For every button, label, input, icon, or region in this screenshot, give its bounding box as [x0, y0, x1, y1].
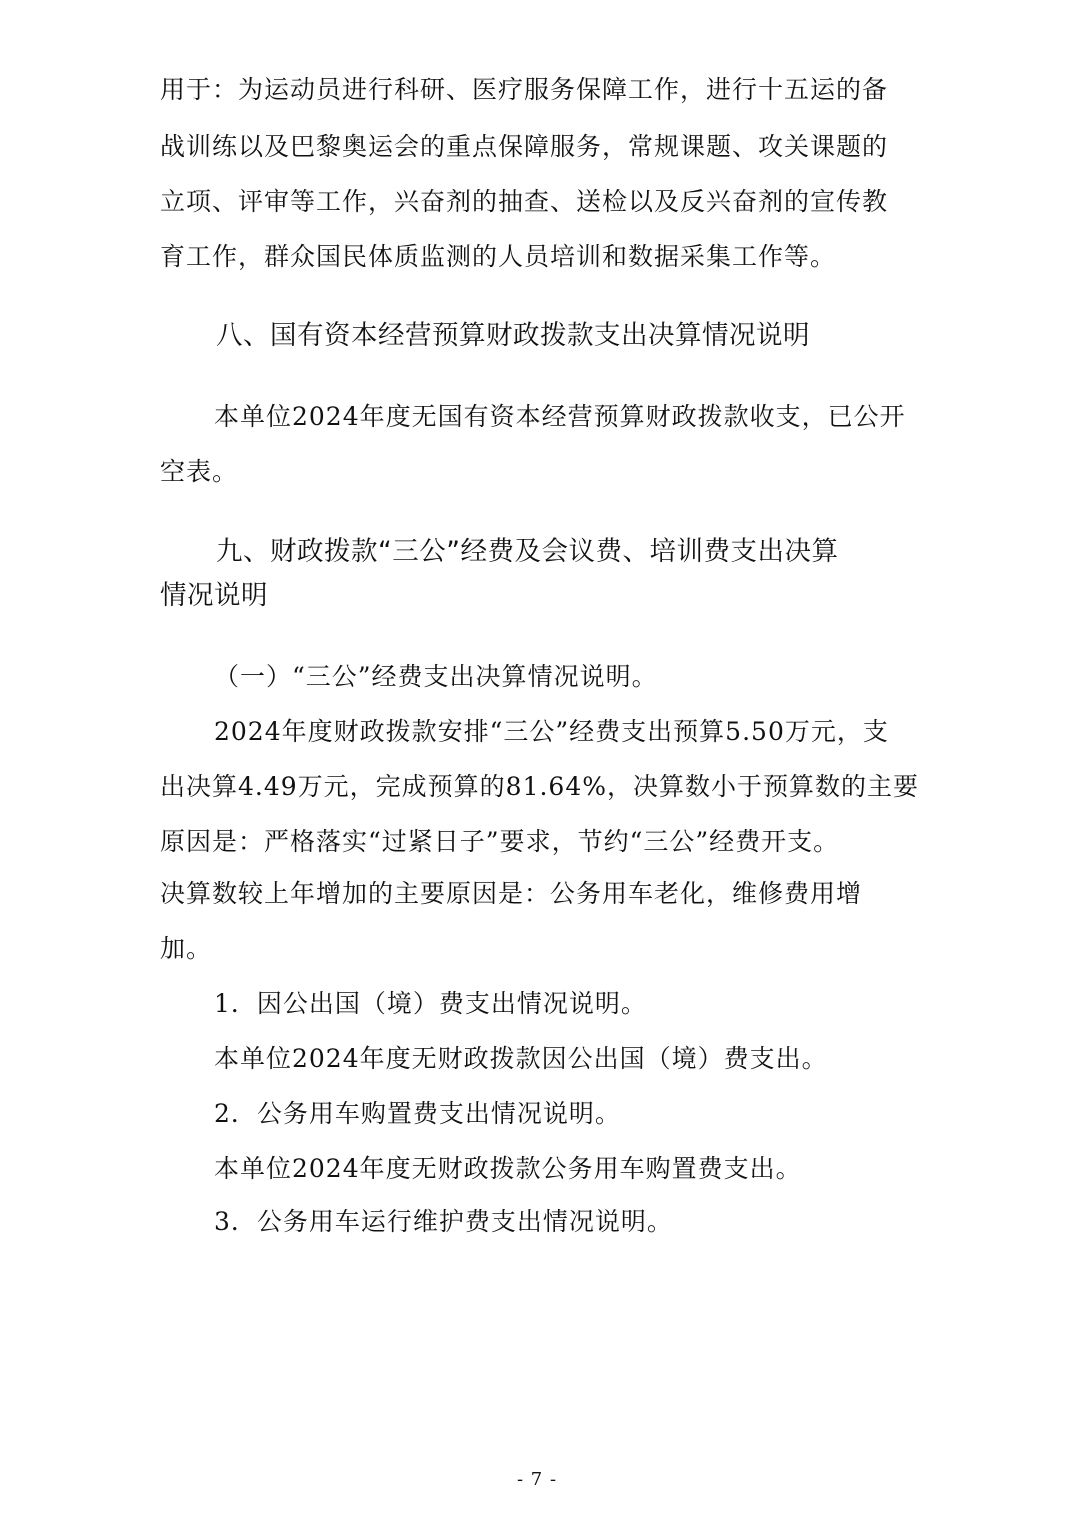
body-text-line: 原因是：严格落实“过紧日子”要求，节约“三公”经费开支。 — [160, 827, 840, 856]
subsection-heading: （一）“三公”经费支出决算情况说明。 — [214, 662, 658, 691]
body-text-line: 决算数较上年增加的主要原因是：公务用车老化，维修费用增 — [160, 879, 863, 908]
body-text-line: 加。 — [160, 934, 213, 963]
section-heading: 八、国有资本经营预算财政拨款支出决算情况说明 — [216, 320, 810, 351]
body-text-line: 战训练以及巴黎奥运会的重点保障服务，常规课题、攻关课题的 — [160, 132, 889, 161]
item-title: 3．公务用车运行维护费支出情况说明。 — [214, 1207, 673, 1236]
body-text-line: 本单位2024年度无国有资本经营预算财政拨款收支，已公开 — [214, 402, 906, 431]
body-text-line: 用于：为运动员进行科研、医疗服务保障工作，进行十五运的备 — [160, 75, 889, 104]
body-text-line: 育工作，群众国民体质监测的人员培训和数据采集工作等。 — [160, 242, 837, 271]
section-heading: 九、财政拨款“三公”经费及会议费、培训费支出决算 — [216, 536, 839, 567]
item-text: 本单位2024年度无财政拨款因公出国（境）费支出。 — [214, 1044, 828, 1073]
page-number: - 7 - — [516, 1469, 558, 1490]
body-text-line: 空表。 — [160, 457, 239, 486]
item-title: 2．公务用车购置费支出情况说明。 — [214, 1099, 621, 1128]
section-heading-continued: 情况说明 — [160, 580, 268, 611]
body-text-line: 2024年度财政拨款安排“三公”经费支出预算5.50万元，支 — [214, 717, 889, 746]
body-text-line: 立项、评审等工作，兴奋剂的抽查、送检以及反兴奋剂的宣传教 — [160, 187, 889, 216]
body-text-line: 出决算4.49万元，完成预算的81.64%，决算数小于预算数的主要 — [160, 772, 919, 801]
item-title: 1．因公出国（境）费支出情况说明。 — [214, 989, 647, 1018]
item-text: 本单位2024年度无财政拨款公务用车购置费支出。 — [214, 1154, 802, 1183]
